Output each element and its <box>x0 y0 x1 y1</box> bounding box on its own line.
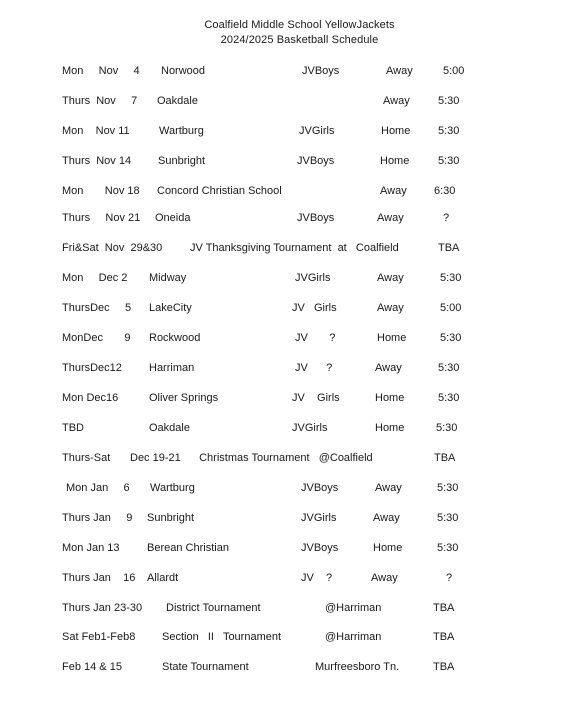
game-date: Mon Nov 4 <box>62 65 140 77</box>
game-site: Away <box>386 65 413 77</box>
schedule-row <box>0 420 571 436</box>
schedule-row <box>0 480 571 496</box>
game-site: Away <box>371 572 398 584</box>
game-date: Mon Nov 18 <box>62 185 140 197</box>
game-time: 6:30 <box>434 185 456 197</box>
schedule-row <box>0 600 571 616</box>
game-site: Home <box>375 392 405 404</box>
game-time: 5:30 <box>440 272 462 284</box>
game-site: Home <box>380 155 410 167</box>
game-time: ? <box>446 572 453 584</box>
game-team: JV ? <box>295 332 336 344</box>
game-site: Home <box>375 422 405 434</box>
game-team: JV Girls <box>292 302 337 314</box>
schedule-row <box>0 570 571 586</box>
game-site: Home <box>377 332 407 344</box>
game-team: JVGirls <box>299 125 335 137</box>
game-date: Feb 14 & 15 <box>62 661 122 673</box>
game-team: JVBoys <box>302 65 340 77</box>
schedule-subtitle: 2024/2025 Basketball Schedule <box>220 34 379 46</box>
game-team: JV ? <box>301 572 333 584</box>
game-opponent: Wartburg <box>150 482 195 494</box>
game-date: Thurs Nov 7 <box>62 95 138 107</box>
game-site: Away <box>377 272 404 284</box>
game-opponent: Harriman <box>149 362 195 374</box>
game-team: JV Girls <box>292 392 340 404</box>
game-team: Murfreesboro Tn. <box>315 661 400 673</box>
schedule-row <box>0 390 571 406</box>
schedule-row <box>0 270 571 286</box>
game-time: 5:30 <box>436 422 458 434</box>
game-date: Fri&Sat Nov 29&30 <box>62 242 163 254</box>
game-time: TBA <box>438 242 460 254</box>
game-team: JV ? <box>295 362 333 374</box>
game-date: Thurs Nov 14 <box>62 155 132 167</box>
game-site: Away <box>377 302 404 314</box>
schedule-row <box>0 63 571 79</box>
game-opponent: Sunbright <box>147 512 195 524</box>
game-time: TBA <box>433 661 455 673</box>
game-opponent: Oakdale <box>157 95 198 107</box>
schedule-row <box>0 153 571 169</box>
game-opponent: Wartburg <box>159 125 204 137</box>
game-opponent: Midway <box>149 272 187 284</box>
schedule-row <box>0 123 571 139</box>
schedule-row <box>0 330 571 346</box>
game-opponent: Concord Christian School <box>157 185 282 197</box>
game-opponent: JV Thanksgiving Tournament at Coalfield <box>190 242 399 254</box>
game-time: 5:30 <box>438 125 460 137</box>
schedule-row <box>0 93 571 109</box>
game-time: 5:30 <box>437 542 459 554</box>
game-time: 5:30 <box>437 512 459 524</box>
schedule-row <box>0 210 571 226</box>
game-site: Away <box>380 185 407 197</box>
game-time: TBA <box>433 602 455 614</box>
game-site: Away <box>373 512 400 524</box>
game-site: Away <box>383 95 410 107</box>
game-date: Thurs Jan 16 <box>62 572 136 584</box>
schedule-row <box>0 360 571 376</box>
game-site: Away <box>375 482 402 494</box>
game-team: JVGirls <box>295 272 331 284</box>
game-opponent: Section II Tournament <box>162 631 282 643</box>
game-site: Away <box>377 212 404 224</box>
schedule-row <box>0 629 571 645</box>
game-team: JVBoys <box>301 542 339 554</box>
game-date: Thurs Nov 21 <box>62 212 141 224</box>
schedule-title: Coalfield Middle School YellowJackets <box>204 19 395 31</box>
game-opponent: Oakdale <box>149 422 190 434</box>
schedule-row <box>0 240 571 256</box>
game-opponent: Norwood <box>161 65 206 77</box>
game-date: Mon Jan 6 <box>66 482 130 494</box>
game-time: 5:00 <box>440 302 462 314</box>
game-team: JVBoys <box>297 212 335 224</box>
game-team: JVBoys <box>297 155 335 167</box>
schedule-row <box>0 183 571 199</box>
game-date: Mon Dec 2 <box>62 272 128 284</box>
game-opponent: Oneida <box>155 212 191 224</box>
game-opponent: LakeCity <box>149 302 192 314</box>
game-site: Home <box>381 125 411 137</box>
game-opponent: Rockwood <box>149 332 201 344</box>
game-time: 5:30 <box>438 392 460 404</box>
game-time: 5:30 <box>437 482 459 494</box>
game-site: Away <box>375 362 402 374</box>
game-date: Mon Jan 13 <box>62 542 120 554</box>
game-date: Thurs Jan 9 <box>62 512 133 524</box>
game-date: TBD <box>62 422 84 434</box>
game-time: ? <box>443 212 450 224</box>
game-date: Sat Feb1-Feb8 <box>62 631 136 643</box>
game-team: @Harriman <box>325 631 382 643</box>
game-opponent: Dec 19-21 Christmas Tournament @Coalfield <box>130 452 373 464</box>
game-time: TBA <box>434 452 456 464</box>
game-date: ThursDec 5 <box>62 302 132 314</box>
game-time: 5:30 <box>440 332 462 344</box>
game-team: @Harriman <box>325 602 382 614</box>
schedule-row <box>0 450 571 466</box>
game-date: Thurs-Sat <box>62 452 111 464</box>
game-opponent: Sunbright <box>158 155 206 167</box>
game-date: Mon Nov 11 <box>62 125 130 137</box>
schedule-row <box>0 300 571 316</box>
game-date: ThursDec12 <box>62 362 122 374</box>
game-time: 5:30 <box>438 95 460 107</box>
game-time: 5:30 <box>438 362 460 374</box>
game-time: TBA <box>433 631 455 643</box>
game-opponent: Berean Christian <box>147 542 229 554</box>
game-opponent: State Tournament <box>162 661 249 673</box>
game-opponent: District Tournament <box>166 602 261 614</box>
game-time: 5:30 <box>438 155 460 167</box>
schedule-row <box>0 510 571 526</box>
game-opponent: Allardt <box>147 572 179 584</box>
game-date: Mon Dec16 <box>62 392 119 404</box>
schedule-row <box>0 659 571 675</box>
game-opponent: Oliver Springs <box>149 392 219 404</box>
game-team: JVGirls <box>301 512 337 524</box>
game-team: JVBoys <box>301 482 339 494</box>
game-date: MonDec 9 <box>62 332 131 344</box>
schedule-row <box>0 540 571 556</box>
game-team: JVGirls <box>292 422 328 434</box>
game-time: 5:00 <box>443 65 465 77</box>
game-date: Thurs Jan 23-30 <box>62 602 143 614</box>
game-site: Home <box>373 542 403 554</box>
